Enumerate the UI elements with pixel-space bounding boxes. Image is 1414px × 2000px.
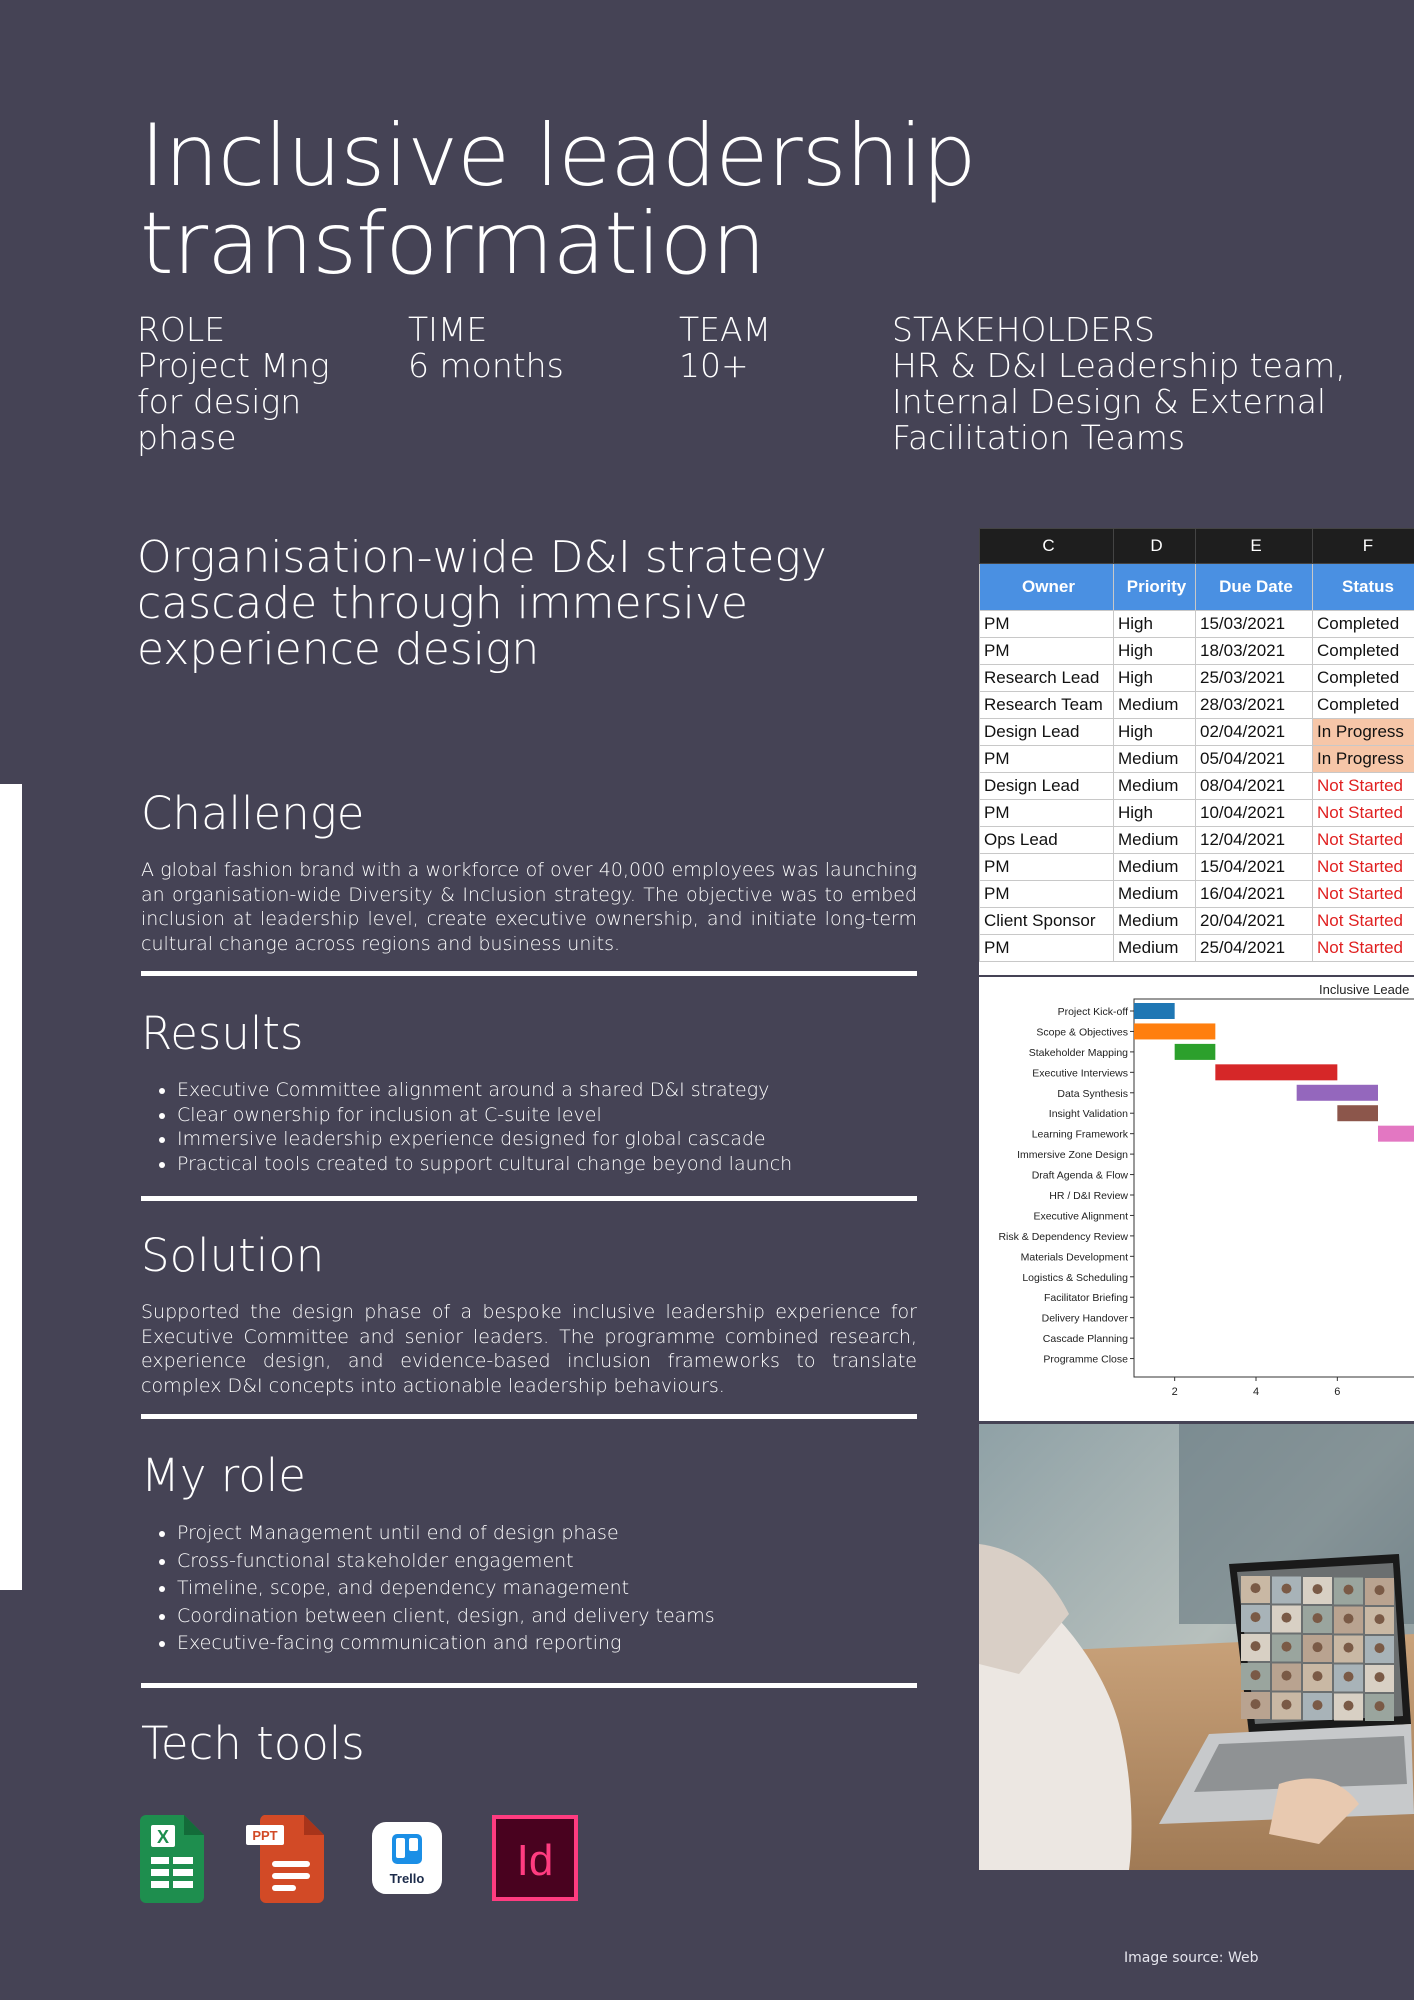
meta-role-value-1: Project Mng	[137, 346, 330, 385]
indesign-icon	[492, 1815, 578, 1901]
category-label: Cascade Planning	[1042, 1333, 1128, 1346]
table-cell: Medium	[1114, 935, 1196, 962]
subtitle-line-3: experience design	[137, 624, 540, 675]
table-cell: Completed	[1313, 638, 1414, 665]
participant-avatar	[1375, 1585, 1385, 1595]
table-cell: Ops Lead	[980, 827, 1114, 854]
column-letter: E	[1196, 529, 1313, 564]
table-cell: 12/04/2021	[1196, 827, 1313, 854]
table-row	[980, 638, 1414, 665]
list-item: • Project Management until end of design phase	[177, 1520, 917, 1548]
slides-icon	[246, 1815, 324, 1903]
category-label: Executive Interviews	[1032, 1067, 1128, 1080]
column-header: Priority	[1114, 564, 1196, 611]
table-cell: Medium	[1114, 746, 1196, 773]
table-cell: Not Started	[1313, 908, 1414, 935]
participant-avatar	[1344, 1643, 1354, 1653]
participant-avatar	[1313, 1671, 1323, 1681]
category-label: Facilitator Briefing	[1043, 1292, 1128, 1305]
table-cell: Completed	[1313, 692, 1414, 719]
meta-team-value: 10+	[679, 346, 749, 385]
table-row	[980, 773, 1414, 800]
table-cell: PM	[980, 746, 1114, 773]
table-cell: Completed	[1313, 665, 1414, 692]
challenge-body: A global fashion brand with a workforce of over 40,000 employees was launching an organisation-wide Diversity & Inclusion strategy. The objective was to embed inclusion at leadership level, create executive ownership, and initiate long-term cultural change across regions and business units.	[141, 859, 917, 955]
meta-stakeholders-value-1: HR & D&I Leadership team,	[892, 346, 1346, 385]
category-label: Data Synthesis	[1057, 1087, 1128, 1100]
task-spreadsheet	[979, 528, 1414, 975]
participant-avatar	[1313, 1613, 1323, 1623]
table-row	[980, 665, 1414, 692]
column-letter: D	[1114, 529, 1196, 564]
my-role-section	[141, 1450, 917, 1658]
table-cell: In Progress	[1313, 719, 1414, 746]
subtitle	[137, 532, 937, 675]
participant-avatar	[1251, 1612, 1261, 1622]
category-label: Learning Framework	[1031, 1128, 1128, 1141]
table-cell: 20/04/2021	[1196, 908, 1313, 935]
table-row	[980, 692, 1414, 719]
table-cell: 16/04/2021	[1196, 881, 1313, 908]
table-cell: High	[1114, 638, 1196, 665]
challenge-heading: Challenge	[141, 787, 365, 840]
meta-role-value-3: phase	[137, 418, 237, 457]
indesign-badge: Id	[516, 1836, 554, 1885]
participant-avatar	[1313, 1642, 1323, 1652]
participant-avatar	[1282, 1671, 1292, 1681]
participant-avatar	[1375, 1672, 1385, 1682]
meta-role-label: ROLE	[137, 310, 226, 349]
table-row	[980, 827, 1414, 854]
table-cell: Research Lead	[980, 665, 1114, 692]
category-label: Draft Agenda & Flow	[1031, 1169, 1128, 1182]
image-source-caption: Image source: Web	[1124, 1950, 1259, 1966]
participant-avatar	[1282, 1700, 1292, 1710]
category-label: Scope & Objectives	[1036, 1026, 1128, 1039]
table-cell: PM	[980, 935, 1114, 962]
participant-avatar	[1251, 1641, 1261, 1651]
category-label: Programme Close	[1043, 1353, 1128, 1366]
divider	[141, 1414, 917, 1419]
category-label: Immersive Zone Design	[1017, 1149, 1128, 1162]
table-cell: Client Sponsor	[980, 908, 1114, 935]
page-title-line-2: transformation	[140, 194, 766, 294]
category-label: Materials Development	[1020, 1251, 1128, 1264]
sheets-icon	[140, 1815, 204, 1903]
table-cell: Not Started	[1313, 935, 1414, 962]
meta-stakeholders-value-3: Facilitation Teams	[892, 418, 1186, 457]
meta-role-value-2: for design	[137, 382, 302, 421]
participant-avatar	[1251, 1583, 1261, 1593]
table-cell: High	[1114, 800, 1196, 827]
gantt-bar	[1337, 1105, 1378, 1121]
table-cell: PM	[980, 638, 1114, 665]
table-cell: 28/03/2021	[1196, 692, 1313, 719]
column-header: Owner	[980, 564, 1114, 611]
results-list	[141, 1078, 917, 1176]
list-item: • Executive-facing communication and reporting	[177, 1630, 917, 1658]
column-letter: F	[1313, 529, 1414, 564]
table-cell: High	[1114, 665, 1196, 692]
gantt-bar	[1297, 1085, 1378, 1101]
solution-heading: Solution	[141, 1229, 325, 1282]
table-cell: 08/04/2021	[1196, 773, 1313, 800]
participant-avatar	[1344, 1614, 1354, 1624]
list-item: • Executive Committee alignment around a shared D&I strategy	[177, 1078, 917, 1103]
participant-avatar	[1375, 1701, 1385, 1711]
list-item: • Clear ownership for inclusion at C-suite level	[177, 1103, 917, 1128]
trello-icon	[372, 1822, 442, 1894]
table-cell: Not Started	[1313, 854, 1414, 881]
participant-avatar	[1375, 1643, 1385, 1653]
table-row	[980, 908, 1414, 935]
table-cell: 18/03/2021	[1196, 638, 1313, 665]
participant-avatar	[1251, 1699, 1261, 1709]
category-label: Logistics & Scheduling	[1022, 1271, 1128, 1284]
table-cell: Medium	[1114, 908, 1196, 935]
participant-avatar	[1344, 1672, 1354, 1682]
divider	[141, 1683, 917, 1688]
participant-avatar	[1344, 1585, 1354, 1595]
table-cell: 05/04/2021	[1196, 746, 1313, 773]
divider	[141, 971, 917, 976]
table-cell: High	[1114, 719, 1196, 746]
category-label: Insight Validation	[1048, 1108, 1128, 1121]
meta-stakeholders-value-2: Internal Design & External	[892, 382, 1327, 421]
table-cell: Medium	[1114, 773, 1196, 800]
table-cell: Medium	[1114, 854, 1196, 881]
table-cell: Completed	[1313, 611, 1414, 638]
meta-time-label: TIME	[408, 310, 488, 349]
my-role-list	[141, 1520, 917, 1658]
participant-avatar	[1313, 1584, 1323, 1594]
tech-tools-heading: Tech tools	[141, 1717, 365, 1770]
page-title	[140, 106, 976, 294]
divider	[141, 1196, 917, 1201]
table-cell: Medium	[1114, 827, 1196, 854]
participant-avatar	[1282, 1584, 1292, 1594]
table-row	[980, 935, 1414, 962]
slides-badge: PPT	[252, 1828, 278, 1843]
participant-avatar	[1313, 1700, 1323, 1710]
table-cell: High	[1114, 611, 1196, 638]
subtitle-line-1: Organisation-wide D&I strategy	[137, 532, 827, 583]
meta-team	[679, 312, 771, 384]
table-row	[980, 611, 1414, 638]
video-call-photo	[979, 1424, 1414, 1870]
table-cell: Not Started	[1313, 773, 1414, 800]
category-label: Project Kick-off	[1057, 1006, 1128, 1018]
results-section	[141, 1008, 917, 1176]
meta-stakeholders	[892, 312, 1346, 456]
participant-avatar	[1375, 1614, 1385, 1624]
table-cell: PM	[980, 881, 1114, 908]
x-tick-label: 6	[1334, 1386, 1341, 1398]
subtitle-line-2: cascade through immersive	[137, 578, 748, 629]
sheets-badge: X	[156, 1827, 170, 1847]
table-row	[980, 719, 1414, 746]
trello-badge: Trello	[389, 1871, 425, 1886]
solution-section	[141, 1230, 917, 1398]
page-title-line-1: Inclusive leadership	[140, 106, 976, 206]
left-accent-bar	[0, 784, 22, 1590]
table-cell: Design Lead	[980, 719, 1114, 746]
results-heading: Results	[141, 1007, 304, 1060]
table-cell: Design Lead	[980, 773, 1114, 800]
table-cell: In Progress	[1313, 746, 1414, 773]
table-cell: Medium	[1114, 881, 1196, 908]
table-row	[980, 881, 1414, 908]
gantt-bar	[1215, 1064, 1337, 1080]
table-cell: 10/04/2021	[1196, 800, 1313, 827]
category-label: Delivery Handover	[1041, 1312, 1128, 1325]
challenge-section	[141, 788, 917, 956]
table-cell: 25/04/2021	[1196, 935, 1313, 962]
list-item: • Cross-functional stakeholder engagement	[177, 1548, 917, 1576]
table-cell: Not Started	[1313, 881, 1414, 908]
column-header: Due Date	[1196, 564, 1313, 611]
participant-avatar	[1282, 1642, 1292, 1652]
list-item: • Timeline, scope, and dependency management	[177, 1575, 917, 1603]
table-row	[980, 800, 1414, 827]
participant-avatar	[1251, 1670, 1261, 1680]
table-row	[980, 854, 1414, 881]
category-label: Executive Alignment	[1033, 1210, 1128, 1223]
table-cell: PM	[980, 800, 1114, 827]
meta-stakeholders-label: STAKEHOLDERS	[892, 310, 1155, 349]
category-label: HR / D&I Review	[1049, 1190, 1128, 1202]
meta-team-label: TEAM	[679, 310, 772, 349]
gantt-chart	[979, 977, 1414, 1421]
table-cell: 15/04/2021	[1196, 854, 1313, 881]
my-role-heading: My role	[141, 1449, 306, 1502]
table-cell: Medium	[1114, 692, 1196, 719]
category-label: Stakeholder Mapping	[1028, 1046, 1128, 1059]
table-row	[980, 746, 1414, 773]
chart-title: Inclusive Leade	[1319, 982, 1410, 997]
table-cell: 02/04/2021	[1196, 719, 1313, 746]
participant-avatar	[1282, 1613, 1292, 1623]
list-item: • Coordination between client, design, and delivery teams	[177, 1603, 917, 1631]
participant-avatar	[1344, 1701, 1354, 1711]
table-cell: Not Started	[1313, 800, 1414, 827]
solution-body: Supported the design phase of a bespoke inclusive leadership experience for Executive Committee and senior leaders. The programme combined research, experience design, and evidence-based inclusion frameworks to translate complex D&I concepts into actionable leadership behaviours.	[141, 1301, 917, 1397]
gantt-bar	[1378, 1126, 1414, 1142]
column-letter: C	[980, 529, 1114, 564]
meta-role	[137, 312, 330, 456]
table-cell: PM	[980, 611, 1114, 638]
table-cell: 15/03/2021	[1196, 611, 1313, 638]
gantt-bar	[1134, 1003, 1175, 1019]
table-cell: 25/03/2021	[1196, 665, 1313, 692]
meta-time-value: 6 months	[408, 346, 564, 385]
x-tick-label: 4	[1252, 1386, 1260, 1398]
column-header: Status	[1313, 564, 1414, 611]
list-item: • Immersive leadership experience designed for global cascade	[177, 1127, 917, 1152]
x-tick-label: 2	[1171, 1386, 1178, 1398]
list-item: • Practical tools created to support cultural change beyond launch	[177, 1152, 917, 1177]
category-label: Risk & Dependency Review	[998, 1230, 1128, 1243]
gantt-bar	[1175, 1044, 1216, 1060]
gantt-bar	[1134, 1023, 1215, 1039]
table-cell: Not Started	[1313, 827, 1414, 854]
meta-time	[408, 312, 564, 384]
table-cell: Research Team	[980, 692, 1114, 719]
table-cell: PM	[980, 854, 1114, 881]
